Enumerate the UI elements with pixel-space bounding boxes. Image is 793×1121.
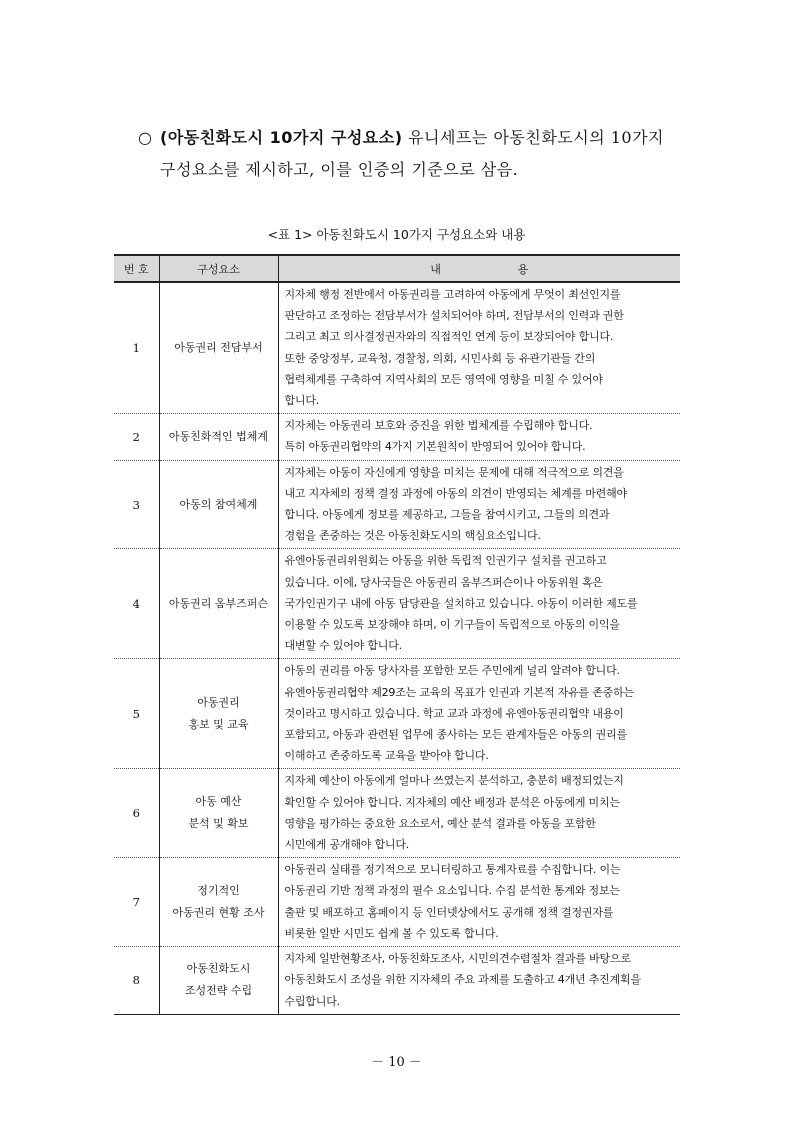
element-line: 분석 및 확보 [188, 817, 249, 831]
intro-paragraph [138, 122, 698, 186]
content-line: 유엔아동권리협약 제29조는 교육의 목표가 인권과 기본적 자유를 존중하는 [284, 685, 634, 699]
content-line: 또한 중앙정부, 교육청, 경찰청, 의회, 시민사회 등 유관기관들 간의 [284, 351, 596, 365]
content-line: 영향을 평가하는 중요한 요소로서, 예산 분석 결과를 아동을 포함한 [284, 816, 596, 830]
content-line: 시민에게 공개해야 합니다. [284, 838, 410, 852]
row-number: 8 [114, 947, 159, 1015]
row-element [159, 947, 278, 1015]
intro-text-1: 유니세프는 아동친화도시의 10가지 [402, 128, 665, 147]
content-line: 아동권리 기반 정책 과정의 필수 요소입니다. 수집 분석한 통계와 정보는 [284, 884, 620, 898]
intro-heading: (아동친화도시 10가지 구성요소) [160, 128, 403, 147]
table-row [114, 947, 680, 1015]
row-content [278, 549, 680, 659]
content-line: 판단하고 조정하는 전담부서가 설치되어야 하며, 전담부서의 인력과 권한 [284, 309, 624, 323]
row-element [159, 460, 278, 549]
element-line: 아동권리 전담부서 [174, 341, 263, 355]
element-line: 아동 예산 [195, 795, 242, 809]
content-line: 확인할 수 있어야 합니다. 지자체의 예산 배정과 분석은 아동에게 미치는 [284, 795, 620, 809]
table-row [114, 659, 680, 769]
content-line: 아동의 권리를 아동 당사자를 포함한 모든 주민에게 널리 알려야 합니다. [284, 664, 620, 678]
content-line: 대변할 수 있어야 합니다. [284, 639, 402, 653]
row-element [159, 858, 278, 947]
content-line: 지자체 일반현황조사, 아동친화도조사, 시민의견수렴절차 결과를 바탕으로 [284, 952, 631, 966]
element-line: 아동의 참여체계 [179, 497, 258, 511]
row-content [278, 282, 680, 414]
content-line: 있습니다. 이에, 당사국들은 아동권리 옴부즈퍼슨이나 아동위원 혹은 [284, 575, 603, 589]
row-content [278, 858, 680, 947]
row-element [159, 282, 278, 414]
row-number: 5 [114, 659, 159, 769]
intro-line-2: 구성요소를 제시하고, 이를 인증의 기준으로 삼음. [160, 160, 519, 179]
content-line: 지자체 행정 전반에서 아동권리를 고려하여 아동에게 무엇이 최선인지를 [284, 288, 621, 301]
content-line: 수립합니다. [284, 994, 340, 1008]
header-content-a: 내 [430, 262, 441, 276]
element-line: 아동권리 옴부즈퍼슨 [168, 596, 269, 610]
row-element [159, 549, 278, 659]
header-number: 번 호 [114, 255, 159, 282]
element-line: 아동권리 [197, 695, 240, 709]
row-content [278, 414, 680, 460]
row-number: 2 [114, 414, 159, 460]
row-content [278, 769, 680, 858]
content-line: 지자체 예산이 아동에게 얼마나 쓰였는지 분석하고, 충분히 배정되었는지 [284, 774, 624, 788]
content-line: 것이라고 명시하고 있습니다. 학교 교과 과정에 유엔아동권리협약 내용이 [284, 706, 624, 720]
table-row [114, 769, 680, 858]
header-content [278, 255, 680, 282]
element-line: 아동친화적인 법체계 [168, 429, 269, 443]
table-row [114, 282, 680, 414]
table-row [114, 549, 680, 659]
content-line: 지자체는 아동이 자신에게 영향을 미치는 문제에 대해 적극적으로 의견을 [284, 465, 624, 479]
row-number: 1 [114, 282, 159, 414]
element-line: 조성전략 수립 [184, 984, 253, 998]
components-table [114, 254, 680, 1015]
row-content [278, 947, 680, 1015]
page-number: － 10 － [371, 1055, 422, 1070]
element-line: 아동권리 현황 조사 [172, 906, 265, 920]
header-content-b: 용 [517, 262, 529, 276]
row-number: 4 [114, 549, 159, 659]
table-caption: <표 1> 아동친화도시 10가지 구성요소와 내용 [267, 227, 526, 242]
row-number: 7 [114, 858, 159, 947]
content-line: 경험을 존중하는 것은 아동친화도시의 핵심요소입니다. [284, 529, 541, 543]
content-line: 포함되고, 아동과 관련된 업무에 종사하는 모든 관계자들은 아동의 권리를 [284, 728, 627, 742]
content-line: 내고 지자체의 정책 결정 과정에 아동의 의견이 반영되는 체계를 마련해야 [284, 486, 627, 500]
content-line: 국가인권기구 내에 아동 담당관을 설치하고 있습니다. 아동이 이러한 제도를 [284, 596, 638, 610]
row-element [159, 414, 278, 460]
content-line: 특히 아동권리협약의 4가지 기본원칙이 반영되어 있어야 합니다. [284, 440, 586, 454]
element-line: 정기적인 [197, 884, 240, 898]
content-line: 아동친화도시 조성을 위한 지자체의 주요 과제를 도출하고 4개년 추진계획을 [284, 973, 641, 987]
row-element [159, 769, 278, 858]
content-line: 출판 및 배포하고 홈페이지 등 인터넷상에서도 공개해 정책 결정권자를 [284, 905, 614, 919]
row-number: 6 [114, 769, 159, 858]
table-header-row [114, 255, 680, 282]
content-line: 합니다. 아동에게 정보를 제공하고, 그들을 참여시키고, 그들의 의견과 [284, 508, 610, 522]
row-number: 3 [114, 460, 159, 549]
content-line: 유엔아동권리위원회는 아동을 위한 독립적 인권기구 설치를 권고하고 [284, 554, 607, 568]
content-line: 이용할 수 있도록 보장해야 하며, 이 기구들이 독립적으로 아동의 이익을 [284, 618, 620, 632]
table-row [114, 858, 680, 947]
row-element [159, 659, 278, 769]
content-line: 지자체는 아동권리 보호와 증진을 위한 법체계를 수립해야 합니다. [284, 419, 593, 433]
table-row [114, 414, 680, 460]
content-line: 이해하고 존중하도록 교육을 받아야 합니다. [284, 749, 489, 763]
content-line: 협력체계를 구축하여 지역사회의 모든 영역에 영향을 미칠 수 있어야 [284, 372, 603, 386]
table-row [114, 460, 680, 549]
row-content [278, 659, 680, 769]
content-line: 비롯한 일반 시민도 쉽게 볼 수 있도록 합니다. [284, 926, 499, 940]
bullet-circle-icon: ○ [138, 128, 153, 147]
element-line: 홍보 및 교육 [188, 717, 249, 731]
header-element: 구성요소 [159, 255, 278, 282]
row-content [278, 460, 680, 549]
content-line: 합니다. [284, 394, 320, 408]
element-line: 아동친화도시 [186, 962, 251, 976]
content-line: 그리고 최고 의사결정권자와의 직접적인 연계 등이 보장되어야 합니다. [284, 330, 614, 344]
intro-line-1 [138, 122, 698, 154]
content-line: 아동권리 실태를 정기적으로 모니터링하고 통계자료를 수집합니다. 이는 [284, 863, 621, 877]
